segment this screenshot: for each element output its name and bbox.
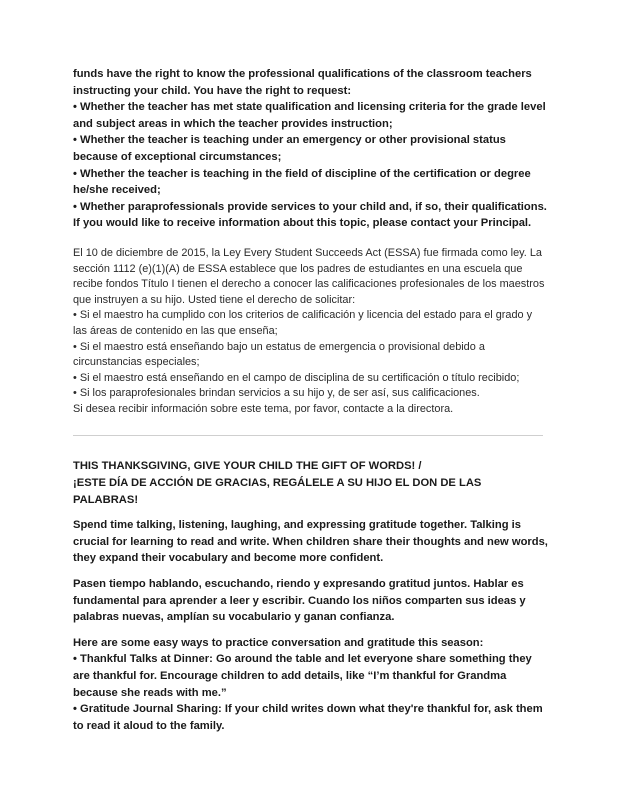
ways-item: • Thankful Talks at Dinner: Go around the table and let everyone share something they are thankful for. Encourage children to add details, like “I’m thankful for Grandma because she reads with me.” <box>73 653 532 699</box>
spanish-notice-intro: El 10 de diciembre de 2015, la Ley Every Student Succeeds Act (ESSA) fue firmada como ley. La sección 1112 (e)(1)(A) de ESSA establece que los padres de estudiantes en una escuela que recibe fondos Título I tienen el derecho a conocer las calificaciones profesionales de los maestros que instruyen a su hijo. Usted tiene el derecho de solicitar: <box>73 246 545 306</box>
spanish-bullet: • Si el maestro está enseñando en el campo de disciplina de su certificación o título recibido; <box>73 371 520 384</box>
english-bullet: • Whether the teacher has met state qualification and licensing criteria for the grade level and subject areas in which the teacher provides instruction; <box>73 101 546 130</box>
english-notice-intro: funds have the right to know the professional qualifications of the classroom teachers instructing your child. You have the right to request: <box>73 68 532 97</box>
spanish-bullet: • Si el maestro está enseñando bajo un estatus de emergencia o provisional debido a circunstancias especiales; <box>73 340 485 369</box>
thanksgiving-paragraph-en: Spend time talking, listening, laughing, and expressing gratitude together. Talking is crucial for learning to read and write. When children share their thoughts and new words, they expand their vocabulary and become more confident. <box>73 519 548 565</box>
spanish-bullet: • Si los paraprofesionales brindan servicios a su hijo y, de ser así, sus calificaciones. <box>73 387 480 400</box>
section-divider <box>73 435 543 436</box>
spanish-bullet: • Si el maestro ha cumplido con los criterios de calificación y licencia del estado para el grado y las áreas de contenido en las que enseña; <box>73 309 533 337</box>
ways-item: • Gratitude Journal Sharing: If your child writes down what they're thankful for, ask them to read it aloud to the family. <box>73 703 543 732</box>
spanish-notice-contact: Si desea recibir información sobre este tema, por favor, contacte a la directora. <box>73 402 454 415</box>
english-notice <box>73 66 548 232</box>
english-bullet: • Whether the teacher is teaching in the field of discipline of the certification or degree he/she received; <box>73 167 531 197</box>
spanish-notice <box>73 246 548 418</box>
document-page <box>73 66 548 734</box>
english-bullet: • Whether paraprofessionals provide services to your child and, if so, their qualifications. <box>73 200 547 213</box>
ways-intro: Here are some easy ways to practice conversation and gratitude this season: <box>73 636 484 649</box>
english-notice-contact: If you would like to receive information about this topic, please contact your Principal. <box>73 217 532 230</box>
english-bullet: • Whether the teacher is teaching under an emergency or other provisional status because of exceptional circumstances; <box>73 134 506 163</box>
thanksgiving-paragraph-es: Pasen tiempo hablando, escuchando, riendo y expresando gratitud juntos. Hablar es fundamental para aprender a leer y escribir. Cuando los niños comparten sus ideas y palabras nuevas, amplían su vocabulario y ganan confianza. <box>73 578 526 624</box>
thanksgiving-heading-en: THIS THANKSGIVING, GIVE YOUR CHILD THE GIFT OF WORDS! / <box>73 460 422 473</box>
thanksgiving-section <box>73 458 548 734</box>
thanksgiving-heading-es: ¡ESTE DÍA DE ACCIÓN DE GRACIAS, REGÁLELE A SU HIJO EL DON DE LAS PALABRAS! <box>73 477 482 506</box>
